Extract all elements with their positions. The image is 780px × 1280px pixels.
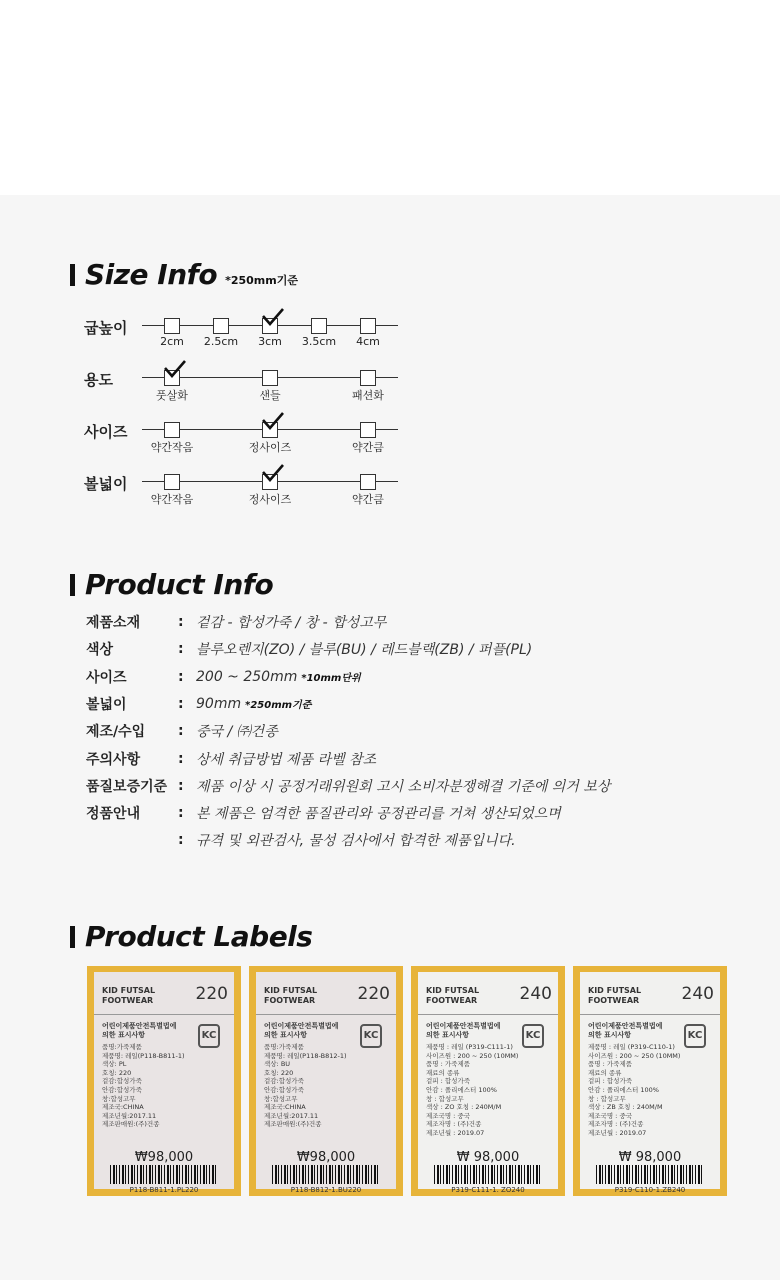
product-info-key: 색상 bbox=[86, 642, 114, 659]
heading-bar bbox=[70, 926, 75, 948]
label-heading: 어린이제품안전특별법에 의한 표시사항 bbox=[588, 1022, 663, 1039]
label-detail-line: 사이즈원 : 200 ~ 250 (10MM) bbox=[588, 1051, 681, 1060]
product-info-row bbox=[86, 829, 516, 851]
label-detail-line: 안감 : 폴리에스터 100% bbox=[426, 1085, 497, 1094]
barcode bbox=[434, 1165, 542, 1184]
label-divider bbox=[580, 1014, 720, 1015]
product-info-row bbox=[86, 748, 376, 770]
product-labels-title: Product Labels bbox=[85, 920, 313, 953]
product-info-key: 정품안내 bbox=[86, 806, 141, 823]
label-detail-line: 창 : 합성고무 bbox=[426, 1094, 464, 1103]
product-info-colon: : bbox=[178, 695, 184, 712]
label-detail-line: 제조국명 : 중국 bbox=[588, 1111, 632, 1120]
label-detail-line: 겉피 : 합성가죽 bbox=[426, 1077, 470, 1086]
label-detail-line: 겉감:합성가죽 bbox=[102, 1077, 142, 1086]
label-detail-line: 제조년월:2017.11 bbox=[102, 1111, 157, 1120]
label-price: ₩98,000 bbox=[134, 1150, 194, 1165]
label-detail-line: 색상 : ZO 호칭 : 240M/M bbox=[426, 1103, 502, 1112]
size-row-label: 용도 bbox=[84, 371, 113, 389]
label-detail-line: 품명 : 가죽제품 bbox=[588, 1060, 632, 1069]
scale-option-label: 2cm bbox=[160, 335, 184, 348]
label-details bbox=[426, 1043, 518, 1138]
product-info-value: 90mm bbox=[196, 695, 242, 712]
label-detail-line: 제조판매원:(주)건종 bbox=[102, 1120, 160, 1129]
label-divider bbox=[256, 1014, 396, 1015]
product-info-colon: : bbox=[178, 832, 184, 849]
scale-option-label: 샌들 bbox=[259, 389, 281, 402]
checkbox bbox=[360, 474, 376, 490]
product-info-value: 본 제품은 엄격한 품질관리와 공정관리를 거쳐 생산되었으며 bbox=[196, 806, 561, 823]
checkbox bbox=[360, 370, 376, 386]
label-size: 220 bbox=[195, 984, 228, 1004]
label-brand: KID FUTSAL FOOTWEAR bbox=[426, 986, 480, 1005]
size-row bbox=[84, 470, 414, 510]
top-blank-area bbox=[0, 0, 780, 195]
checkbox bbox=[164, 370, 180, 386]
product-info-row bbox=[86, 775, 610, 797]
scale-option-label: 풋살화 bbox=[156, 389, 188, 402]
label-heading: 어린이제품안전특별법에 의한 표시사항 bbox=[264, 1022, 339, 1039]
product-info-value: 겉감 - 합성가죽 / 창 - 합성고무 bbox=[196, 615, 387, 631]
heading-bar bbox=[70, 264, 75, 286]
label-brand: KID FUTSAL FOOTWEAR bbox=[102, 986, 156, 1005]
product-info-colon: : bbox=[178, 805, 184, 822]
scale-option-label: 3.5cm bbox=[301, 335, 337, 348]
label-code: P319-C110-1.ZB240 bbox=[614, 1186, 686, 1194]
size-row bbox=[84, 366, 414, 406]
product-info-key: 볼넓이 bbox=[86, 696, 127, 713]
scale-option-label: 3cm bbox=[258, 335, 282, 348]
product-info-value: 200 ~ 250mm bbox=[196, 668, 298, 685]
product-label bbox=[256, 972, 396, 1194]
product-info-row bbox=[86, 802, 561, 824]
product-label bbox=[418, 972, 558, 1194]
label-detail-line: 제조자명 : (주)건종 bbox=[426, 1120, 482, 1129]
label-detail-line: 안감:합성가죽 bbox=[102, 1085, 142, 1094]
label-code: P118-B811-1.PL220 bbox=[129, 1186, 199, 1194]
label-details bbox=[264, 1043, 347, 1129]
scale-option-label: 약간큼 bbox=[352, 441, 384, 454]
scale-option bbox=[142, 366, 202, 403]
product-info-key: 제품소재 bbox=[86, 615, 141, 631]
scale-option-label: 4cm bbox=[356, 335, 380, 348]
product-labels-heading bbox=[70, 920, 312, 953]
product-info-colon: : bbox=[178, 777, 184, 794]
product-info-colon: : bbox=[178, 614, 184, 630]
label-code: P118-B812-1.BU220 bbox=[290, 1186, 362, 1194]
label-size: 240 bbox=[519, 984, 552, 1004]
check-mark-icon bbox=[261, 411, 285, 431]
label-detail-line: 제조판매원:(주)건종 bbox=[264, 1120, 322, 1129]
checkbox bbox=[311, 318, 327, 334]
kc-mark-icon: KC bbox=[198, 1024, 220, 1048]
scale-option-label: 정사이즈 bbox=[248, 493, 292, 506]
label-detail-line: 품명:가죽제품 bbox=[264, 1043, 304, 1051]
size-info-heading bbox=[70, 258, 298, 291]
label-detail-line: 제품명: 레일(P118-B812-1) bbox=[264, 1051, 347, 1060]
label-detail-line: 안감 : 폴리에스터 100% bbox=[588, 1085, 659, 1094]
label-heading: 어린이제품안전특별법에 의한 표시사항 bbox=[102, 1022, 177, 1039]
scale-option bbox=[338, 418, 398, 455]
size-row bbox=[84, 418, 414, 458]
size-info-title: Size Info bbox=[85, 258, 218, 291]
scale-option-label: 약간큼 bbox=[352, 493, 384, 506]
label-detail-line: 안감:합성가죽 bbox=[264, 1085, 304, 1094]
checkbox bbox=[262, 474, 278, 490]
label-divider bbox=[94, 1014, 234, 1015]
label-detail-line: 창 : 합성고무 bbox=[588, 1094, 626, 1103]
label-detail-line: 창:합성고무 bbox=[102, 1094, 136, 1103]
label-detail-line: 겉감:합성가죽 bbox=[264, 1077, 304, 1086]
check-mark-icon bbox=[261, 307, 285, 327]
product-info-heading bbox=[70, 568, 273, 601]
product-info-row bbox=[86, 693, 311, 715]
product-info-note: *10mm단위 bbox=[301, 673, 361, 685]
product-info-row bbox=[86, 666, 361, 688]
label-price: ₩ 98,000 bbox=[618, 1150, 682, 1165]
barcode bbox=[110, 1165, 218, 1184]
label-divider bbox=[418, 1014, 558, 1015]
label-code: P319-C111-1. ZO240 bbox=[451, 1186, 525, 1194]
kc-mark-icon: KC bbox=[684, 1024, 706, 1048]
scale-option bbox=[142, 418, 202, 455]
label-details bbox=[588, 1043, 680, 1138]
label-photo bbox=[87, 966, 241, 1196]
barcode bbox=[272, 1165, 380, 1184]
product-info-colon: : bbox=[178, 723, 184, 740]
product-info-key: 주의사항 bbox=[86, 751, 141, 768]
label-price: ₩ 98,000 bbox=[456, 1150, 520, 1165]
label-detail-line: 제조년월:2017.11 bbox=[264, 1111, 319, 1120]
label-detail-line: 제조국명 : 중국 bbox=[426, 1111, 470, 1120]
product-label bbox=[580, 972, 720, 1194]
checkbox bbox=[360, 422, 376, 438]
product-info-value: 상세 취급방법 제품 라벨 참조 bbox=[196, 751, 377, 768]
label-detail-line: 겉피 : 합성가죽 bbox=[588, 1077, 632, 1086]
label-photo bbox=[573, 966, 727, 1196]
scale-option bbox=[338, 366, 398, 403]
size-row-label: 굽높이 bbox=[84, 319, 128, 337]
label-detail-line: 재료의 종류 bbox=[426, 1068, 460, 1077]
scale-option-label: 약간작음 bbox=[150, 441, 194, 454]
product-info-colon: : bbox=[178, 641, 184, 658]
product-info-key: 사이즈 bbox=[86, 669, 127, 686]
label-detail-line: 제조국:CHINA bbox=[102, 1103, 144, 1112]
label-detail-line: 제품명: 레일(P118-B811-1) bbox=[102, 1051, 185, 1060]
label-detail-line: 창:합성고무 bbox=[264, 1094, 298, 1103]
check-mark-icon bbox=[261, 463, 285, 483]
label-detail-line: 색상: BU bbox=[264, 1060, 291, 1069]
label-detail-line: 재료의 종류 bbox=[588, 1068, 622, 1077]
kc-mark-icon: KC bbox=[360, 1024, 382, 1048]
label-brand: KID FUTSAL FOOTWEAR bbox=[264, 986, 318, 1005]
checkbox bbox=[262, 318, 278, 334]
checkbox bbox=[213, 318, 229, 334]
label-detail-line: 제품명 : 레일 (P319-C111-1) bbox=[426, 1043, 513, 1051]
product-info-value: 중국 / ㈜건종 bbox=[196, 724, 278, 741]
label-price: ₩98,000 bbox=[296, 1150, 356, 1165]
checkbox bbox=[164, 474, 180, 490]
check-mark-icon bbox=[163, 359, 187, 379]
label-detail-line: 제조국:CHINA bbox=[264, 1103, 306, 1112]
size-info-note: *250mm기준 bbox=[225, 274, 298, 287]
product-info-row bbox=[86, 611, 386, 633]
scale-option bbox=[240, 470, 300, 507]
label-detail-line: 제품명 : 레일 (P319-C110-1) bbox=[588, 1043, 675, 1051]
product-info-note: *250mm기준 bbox=[245, 700, 312, 712]
scale-option bbox=[240, 418, 300, 455]
label-photo bbox=[411, 966, 565, 1196]
label-detail-line: 색상: PL bbox=[102, 1060, 127, 1069]
product-info-colon: : bbox=[178, 668, 184, 685]
checkbox bbox=[262, 422, 278, 438]
scale-option bbox=[338, 470, 398, 507]
product-info-colon: : bbox=[178, 750, 184, 767]
label-size: 220 bbox=[357, 984, 390, 1004]
size-row bbox=[84, 314, 414, 354]
size-row-label: 볼넓이 bbox=[84, 475, 128, 493]
product-info-value: 블루오렌지(ZO) / 블루(BU) / 레드블랙(ZB) / 퍼플(PL) bbox=[196, 642, 533, 659]
product-info-row bbox=[86, 720, 278, 742]
label-detail-line: 품명:가죽제품 bbox=[102, 1043, 142, 1051]
scale-option-label: 약간작음 bbox=[150, 493, 194, 506]
label-detail-line: 제조년월 : 2019.07 bbox=[426, 1128, 485, 1137]
product-info-key: 품질보증기준 bbox=[86, 778, 168, 795]
checkbox bbox=[360, 318, 376, 334]
label-photo bbox=[249, 966, 403, 1196]
label-brand: KID FUTSAL FOOTWEAR bbox=[588, 986, 642, 1005]
product-info-key: 제조/수입 bbox=[86, 724, 146, 741]
product-info-row bbox=[86, 638, 532, 660]
checkbox bbox=[262, 370, 278, 386]
checkbox bbox=[164, 422, 180, 438]
size-row-label: 사이즈 bbox=[84, 423, 128, 441]
label-detail-line: 제조년월 : 2019.07 bbox=[588, 1128, 647, 1137]
label-details bbox=[102, 1043, 185, 1129]
label-size: 240 bbox=[681, 984, 714, 1004]
label-detail-line: 제조자명 : (주)건종 bbox=[588, 1120, 644, 1129]
label-heading: 어린이제품안전특별법에 의한 표시사항 bbox=[426, 1022, 501, 1039]
label-detail-line: 호칭: 220 bbox=[264, 1068, 294, 1077]
scale-option-label: 정사이즈 bbox=[248, 441, 292, 454]
scale-option bbox=[240, 366, 300, 403]
scale-option bbox=[142, 470, 202, 507]
scale-option bbox=[338, 314, 398, 348]
label-detail-line: 품명 : 가죽제품 bbox=[426, 1060, 470, 1069]
scale-option-label: 2.5cm bbox=[203, 335, 239, 348]
label-detail-line: 색상 : ZB 호칭 : 240M/M bbox=[588, 1103, 663, 1112]
scale-option-label: 패션화 bbox=[352, 389, 384, 402]
product-info-value: 제품 이상 시 공정거래위원회 고시 소비자분쟁해결 기준에 의거 보상 bbox=[196, 778, 611, 795]
checkbox bbox=[164, 318, 180, 334]
kc-mark-icon: KC bbox=[522, 1024, 544, 1048]
product-label bbox=[94, 972, 234, 1194]
label-detail-line: 호칭: 220 bbox=[102, 1068, 132, 1077]
product-info-title: Product Info bbox=[85, 568, 274, 601]
label-detail-line: 사이즈원 : 200 ~ 250 (10MM) bbox=[426, 1051, 519, 1060]
product-info-value: 규격 및 외관검사, 물성 검사에서 합격한 제품입니다. bbox=[196, 833, 516, 850]
heading-bar bbox=[70, 574, 75, 596]
barcode bbox=[596, 1165, 704, 1184]
